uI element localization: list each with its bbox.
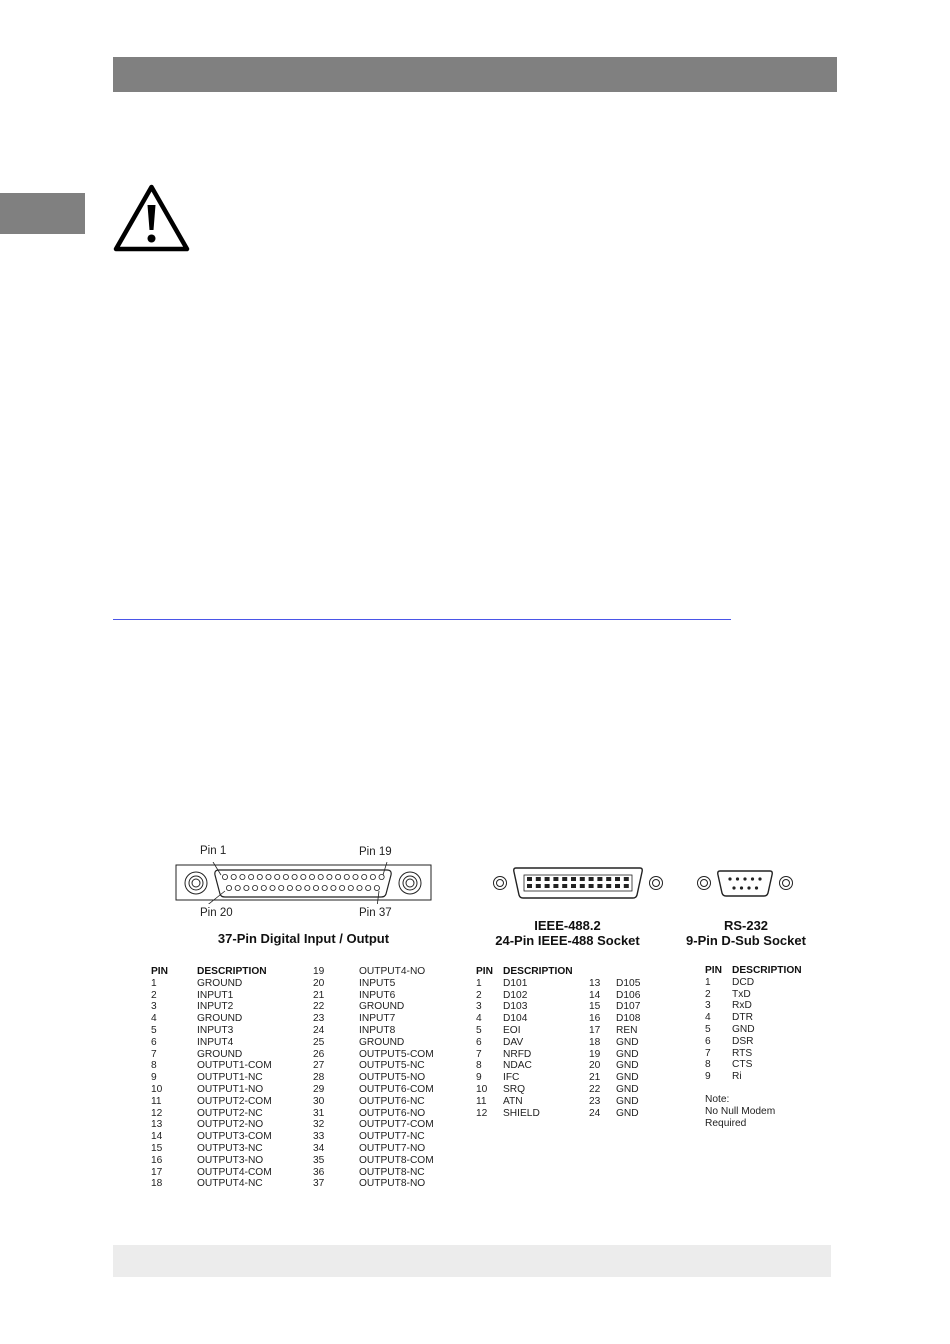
table-ieee488-left-descs [503, 978, 540, 1120]
pin-description: OUTPUT5-NC [359, 1060, 425, 1072]
pin-description: SHIELD [503, 1107, 540, 1119]
pin-number: 1 [151, 977, 157, 989]
pin-description: INPUT7 [359, 1013, 396, 1025]
pin-number: 4 [705, 1012, 711, 1024]
pin1-label: Pin 1 [200, 845, 227, 857]
pin-number: 1 [705, 976, 711, 988]
pin-number: 26 [313, 1048, 325, 1060]
pin-description: OUTPUT1-NO [197, 1083, 264, 1095]
pin-description: RxD [732, 1000, 752, 1012]
pin-description: GND [732, 1023, 755, 1035]
warning-icon [113, 183, 190, 253]
table-ieee488-right-descs [616, 978, 640, 1120]
pin-description: SRQ [503, 1083, 526, 1095]
pin-number: 9 [705, 1071, 711, 1083]
pin20-label: Pin 20 [200, 907, 233, 919]
pin-number: 11 [476, 1095, 487, 1107]
connector-rs232-drawing [694, 868, 797, 898]
pin-number: 21 [589, 1072, 601, 1084]
table-37pin-desc-header: DESCRIPTION [197, 966, 267, 977]
pin-description: ATN [503, 1095, 523, 1107]
pin-description: GND [616, 1060, 639, 1072]
pin19-label: Pin 19 [359, 846, 392, 858]
pin-number: 34 [313, 1142, 325, 1154]
connector-37pin-title: 37-Pin Digital Input / Output [217, 931, 390, 946]
pin-number: 12 [476, 1107, 488, 1119]
note-line: No Null Modem [705, 1105, 776, 1117]
pin-description: NRFD [503, 1048, 532, 1060]
pin-number: 28 [313, 1072, 325, 1084]
pin-description: OUTPUT2-COM [197, 1095, 272, 1107]
page-footer-bar [113, 1245, 831, 1277]
pin-description: GND [616, 1083, 639, 1095]
pin-description: GROUND [197, 977, 243, 989]
pin-number: 15 [589, 1001, 601, 1013]
pin-number: 5 [476, 1024, 482, 1036]
pin-number: 20 [313, 977, 325, 989]
ieee488-title-line1: IEEE-488.2 [534, 918, 601, 933]
pin-description: GND [616, 1072, 639, 1084]
rs232-title-line1: RS-232 [723, 918, 769, 933]
pin-number: 10 [151, 1083, 163, 1095]
pin-description: DTR [732, 1012, 753, 1024]
pin-description: INPUT8 [359, 1024, 396, 1036]
pin-description: OUTPUT3-NC [197, 1142, 263, 1154]
pin-number: 2 [151, 989, 157, 1001]
table-37pin-pin-header: PIN [151, 966, 168, 977]
pin-description: OUTPUT7-NO [359, 1142, 426, 1154]
pin-number: 6 [151, 1036, 157, 1048]
pin-description: OUTPUT3-COM [197, 1131, 272, 1143]
pin-description: OUTPUT6-COM [359, 1083, 434, 1095]
pin-description: D103 [503, 1001, 528, 1013]
pin-description: OUTPUT1-COM [197, 1060, 272, 1072]
pin-description: D108 [616, 1013, 641, 1025]
pin-number: 15 [151, 1142, 163, 1154]
pin-description: D106 [616, 989, 641, 1001]
pin-description: GROUND [359, 1001, 405, 1013]
pin-number: 35 [313, 1154, 325, 1166]
pin-description: INPUT4 [197, 1036, 234, 1048]
pin-number: 13 [151, 1119, 163, 1131]
pin-description: OUTPUT2-NC [197, 1107, 263, 1119]
pin-number: 9 [151, 1072, 157, 1084]
table-ieee488-desc-header: DESCRIPTION [503, 966, 573, 977]
table-ieee488-left-pins [476, 978, 487, 1120]
pin-number: 13 [589, 977, 601, 989]
pin-description: OUTPUT5-COM [359, 1048, 434, 1060]
pin-description: GROUND [197, 1048, 243, 1060]
pin-description: D104 [503, 1013, 528, 1025]
pin-number: 7 [151, 1048, 157, 1060]
pin-description: OUTPUT7-COM [359, 1119, 434, 1131]
table-ieee488 [476, 966, 656, 1126]
pin-number: 32 [313, 1119, 325, 1131]
pin-description: OUTPUT6-NC [359, 1095, 425, 1107]
link-underline [113, 619, 731, 620]
pin-number: 11 [151, 1095, 162, 1107]
pin-description: OUTPUT2-NO [197, 1119, 264, 1131]
pin-number: 5 [151, 1024, 157, 1036]
pin-description: OUTPUT7-NC [359, 1131, 425, 1143]
pin-number: 18 [589, 1036, 601, 1048]
pin-number: 2 [476, 989, 482, 1001]
pin-description: GROUND [197, 1013, 243, 1025]
table-37pin-right-descs [359, 966, 434, 1190]
pin-number: 3 [476, 1001, 482, 1013]
pin-number: 23 [589, 1095, 601, 1107]
note-line: Note: [705, 1094, 730, 1105]
pin-description: D107 [616, 1001, 641, 1013]
pin-description: DAV [503, 1036, 524, 1048]
pin-description: OUTPUT8-NC [359, 1166, 425, 1178]
pin-number: 3 [151, 1001, 157, 1013]
pin-number: 12 [151, 1107, 163, 1119]
pin-number: 8 [151, 1060, 157, 1072]
table-rs232-pins [705, 977, 711, 1083]
pin-description: D102 [503, 989, 528, 1001]
pin-number: 9 [476, 1072, 482, 1084]
pin-number: 4 [476, 1013, 482, 1025]
table-37pin-left-descs [197, 978, 272, 1190]
table-37pin-left-pins [151, 978, 162, 1190]
pin-number: 27 [313, 1060, 325, 1072]
pin-description: OUTPUT4-NC [197, 1178, 263, 1190]
pin-number: 7 [705, 1047, 711, 1059]
pin-number: 5 [705, 1023, 711, 1035]
pin-description: DCD [732, 976, 755, 988]
pin-number: 6 [705, 1035, 711, 1047]
pin37-label: Pin 37 [359, 907, 392, 919]
pin-description: REN [616, 1024, 638, 1036]
table-37pin [151, 966, 451, 1196]
pin-number: 21 [313, 989, 325, 1001]
pin-number: 24 [313, 1024, 325, 1036]
pin-number: 2 [705, 988, 711, 1000]
pin-number: 37 [313, 1178, 325, 1190]
connector-37pin-drawing [175, 862, 432, 904]
pin-description: GND [616, 1048, 639, 1060]
pin-number: 10 [476, 1083, 488, 1095]
pin-description: OUTPUT8-COM [359, 1154, 434, 1166]
pin-description: D105 [616, 977, 641, 989]
table-37pin-right-pins [313, 966, 324, 1190]
pin-number: 24 [589, 1107, 601, 1119]
pin-description: EOI [503, 1024, 521, 1036]
table-rs232-desc-header: DESCRIPTION [732, 965, 802, 976]
rs232-title-line2: 9-Pin D-Sub Socket [686, 933, 806, 948]
pin-number: 25 [313, 1036, 325, 1048]
pin-number: 7 [476, 1048, 482, 1060]
pin-description: IFC [503, 1072, 520, 1084]
pin-description: GND [616, 1107, 639, 1119]
pin-description: INPUT2 [197, 1001, 234, 1013]
pin-description: OUTPUT3-NO [197, 1154, 264, 1166]
pin-description: OUTPUT8-NO [359, 1178, 426, 1190]
connector-ieee488-drawing [490, 866, 667, 900]
table-rs232-note [705, 1094, 775, 1129]
pin-description: GND [616, 1095, 639, 1107]
pin-description: GROUND [359, 1036, 405, 1048]
pin-number: 8 [705, 1059, 711, 1071]
pin-number: 17 [151, 1166, 163, 1178]
pin-number: 3 [705, 1000, 711, 1012]
pin-number: 19 [589, 1048, 601, 1060]
pin-description: OUTPUT4-COM [197, 1166, 272, 1178]
pin-number: 19 [313, 966, 325, 977]
pin-number: 20 [589, 1060, 601, 1072]
pin-number: 8 [476, 1060, 482, 1072]
pin-description: INPUT5 [359, 977, 396, 989]
pin-description: D101 [503, 977, 528, 989]
pin-description: TxD [732, 988, 751, 1000]
pin-description: OUTPUT1-NC [197, 1072, 263, 1084]
pin-number: 36 [313, 1166, 325, 1178]
pin-number: 16 [151, 1154, 163, 1166]
pin-number: 4 [151, 1013, 157, 1025]
pin-number: 23 [313, 1013, 325, 1025]
pin-number: 29 [313, 1083, 325, 1095]
pin-number: 22 [589, 1083, 601, 1095]
note-line: Required [705, 1117, 747, 1129]
pin-description: INPUT1 [197, 989, 234, 1001]
pin-number: 18 [151, 1178, 163, 1190]
pin-description: GND [616, 1036, 639, 1048]
pin-number: 14 [589, 989, 601, 1001]
table-ieee488-right-pins [589, 978, 600, 1120]
pin-description: CTS [732, 1059, 753, 1071]
ieee488-title-line2: 24-Pin IEEE-488 Socket [495, 933, 640, 948]
pin-description: DSR [732, 1035, 754, 1047]
pin-description: INPUT3 [197, 1024, 234, 1036]
pin-description: NDAC [503, 1060, 532, 1072]
table-rs232-pin-header: PIN [705, 965, 722, 976]
table-rs232 [705, 965, 815, 1135]
table-ieee488-pin-header: PIN [476, 966, 493, 977]
pin-number: 16 [589, 1013, 601, 1025]
pin-description: OUTPUT4-NO [359, 966, 426, 977]
pin-number: 6 [476, 1036, 482, 1048]
pin-number: 22 [313, 1001, 325, 1013]
pin-description: Ri [732, 1071, 742, 1083]
pin-description: RTS [732, 1047, 753, 1059]
pin-number: 1 [476, 977, 482, 989]
pin-number: 31 [313, 1107, 325, 1119]
pin-number: 30 [313, 1095, 325, 1107]
pin-number: 33 [313, 1131, 325, 1143]
pin-description: INPUT6 [359, 989, 396, 1001]
page-header-bar [113, 57, 837, 92]
pin-number: 17 [589, 1024, 601, 1036]
pin-number: 14 [151, 1131, 163, 1143]
pin-description: OUTPUT5-NO [359, 1072, 426, 1084]
pin-description: OUTPUT6-NO [359, 1107, 426, 1119]
table-rs232-descs [732, 977, 755, 1083]
chapter-side-tab [0, 193, 85, 234]
